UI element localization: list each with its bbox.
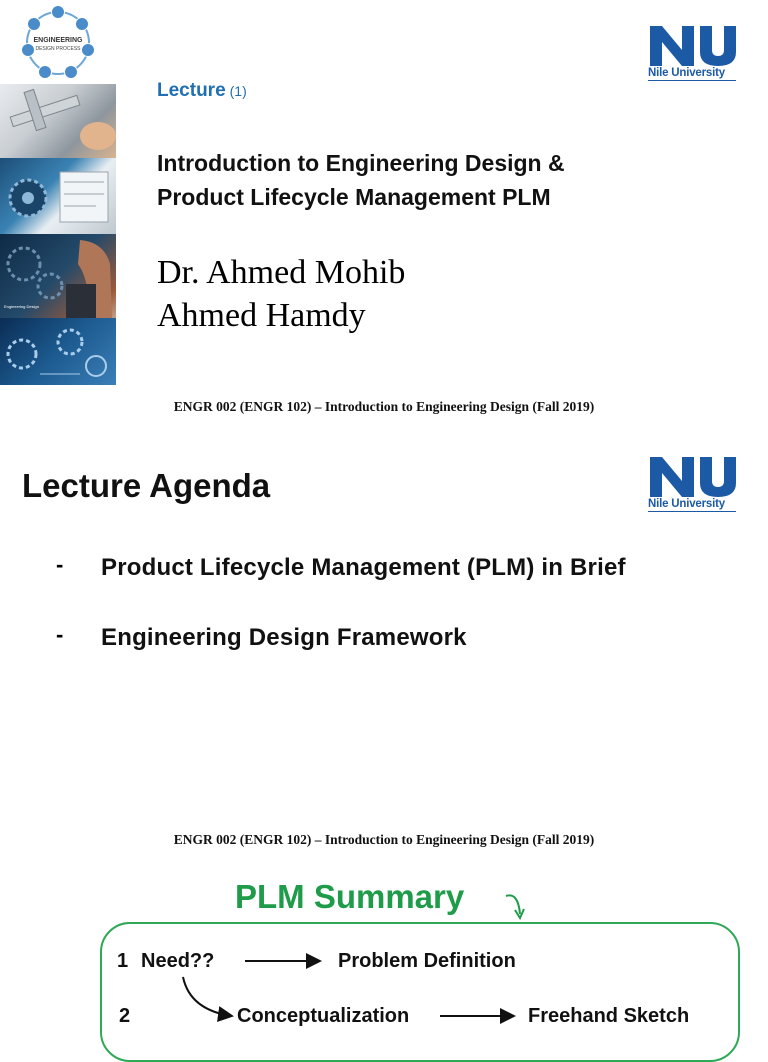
slide-title [157, 146, 717, 214]
title-line-1: Introduction to Engineering Design & [157, 150, 565, 176]
nile-university-logo [648, 453, 740, 517]
engineering-design-process-diagram [16, 4, 100, 82]
flow-step-conceptualization: Conceptualization [237, 1005, 410, 1027]
photo-caption: Engineering Design [4, 304, 39, 309]
plm-summary-title: PLM Summary [235, 878, 465, 915]
slide-footer: ENGR 002 (ENGR 102) – Introduction to Engineering Design (Fall 2019) [173, 399, 595, 414]
engineering-design-photo [0, 234, 116, 318]
diagram-title: ENGINEERING [33, 37, 83, 44]
photo-collage [0, 84, 116, 385]
authors [157, 251, 405, 337]
title-line-2: Product Lifecycle Management PLM [157, 184, 551, 210]
logo-label: Nile University [648, 497, 736, 512]
lecture-label: Lecture [157, 80, 226, 101]
flow-step-freehand-sketch: Freehand Sketch [528, 1005, 690, 1027]
flow-step-need: Need?? [141, 950, 215, 972]
flow-step-problem-definition: Problem Definition [338, 950, 516, 972]
author-1: Dr. Ahmed Mohib [157, 254, 406, 291]
plm-flow-frame [100, 922, 740, 1062]
lecture-heading [157, 80, 247, 102]
agenda-item-text: Product Lifecycle Management (PLM) in Brief [101, 554, 626, 581]
diagram-subtitle: DESIGN PROCESS [35, 46, 81, 52]
agenda-bullet: - [56, 622, 64, 647]
gears-blueprint-photo [0, 318, 116, 385]
nu-logo-icon [648, 22, 736, 66]
flow-step-number: 1 [117, 950, 129, 972]
swoosh-arrow-icon [502, 888, 532, 922]
title-slide [0, 0, 768, 430]
author-2: Ahmed Hamdy [157, 297, 366, 334]
lecture-number: (1) [229, 83, 247, 99]
agenda-title: Lecture Agenda [22, 467, 271, 504]
flow-step-number: 2 [119, 1005, 131, 1027]
nu-logo-icon [648, 453, 736, 497]
logo-label: Nile University [648, 66, 736, 81]
caliper-photo [0, 84, 116, 158]
nile-university-logo [648, 22, 740, 86]
agenda-item-text: Engineering Design Framework [101, 624, 467, 651]
slide-footer: ENGR 002 (ENGR 102) – Introduction to Engineering Design (Fall 2019) [173, 832, 595, 847]
gears-drawing-photo [0, 158, 116, 234]
agenda-bullet: - [56, 552, 64, 577]
